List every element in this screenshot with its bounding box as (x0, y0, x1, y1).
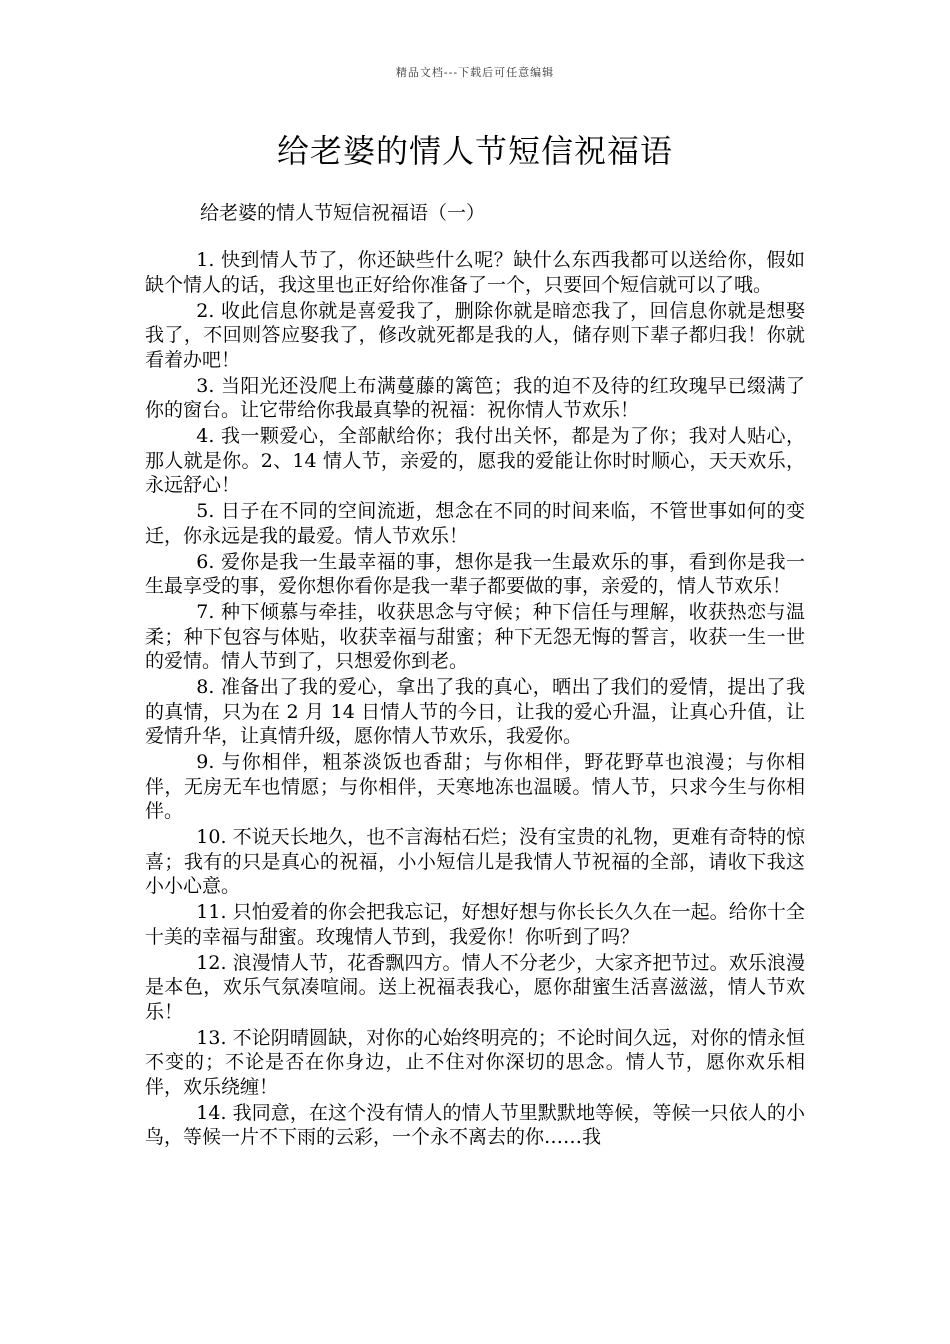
document-title: 给老婆的情人节短信祝福语 (276, 132, 673, 170)
paragraph-9: 9. 与你相伴，粗茶淡饭也香甜；与你相伴，野花野草也浪漫；与你相伴，无房无车也情愿；与你相伴，天寒地冻也温暖。情人节，只求今生与你相伴。 (145, 751, 805, 822)
paragraph-13: 13. 不论阴晴圆缺，对你的心始终明亮的；不论时间久远，对你的情永恒不变的；不论是否在你身边，止不住对你深切的思念。情人节，愿你欢乐相伴，欢乐绕缠！ (145, 1026, 805, 1098)
paragraph-6: 6. 爱你是我一生最幸福的事，想你是我一生最欢乐的事，看到你是我一生最享受的事，爱你想你看你是我一辈子都要做的事，亲爱的，情人节欢乐！ (145, 550, 805, 597)
paragraph-2: 2. 收此信息你就是喜爱我了，删除你就是暗恋我了，回信息你就是想娶我了，不回则答应娶我了，修改就死都是我的人，储存则下辈子都归我！你就看着办吧！ (145, 299, 805, 371)
paragraph-4: 4. 我一颗爱心，全部献给你；我付出关怀，都是为了你；我对人贴心，那人就是你。2、14 情人节，亲爱的，愿我的爱能让你时时顺心，天天欢乐，永远舒心！ (145, 425, 805, 496)
section-subtitle: 给老婆的情人节短信祝福语（一） (200, 202, 486, 224)
paragraph-11: 11. 只怕爱着的你会把我忘记，好想好想与你长长久久在一起。给你十全十美的幸福与甜蜜。玫瑰情人节到，我爱你！你听到了吗？ (145, 901, 805, 948)
header-note: 精品文档---下载后可任意编辑 (395, 66, 555, 79)
document-body (145, 248, 805, 1151)
paragraph-10: 10. 不说天长地久，也不言海枯石烂；没有宝贵的礼物，更难有奇特的惊喜；我有的只是真心的祝福，小小短信儿是我情人节祝福的全部，请收下我这小小心意。 (145, 826, 805, 897)
paragraph-5: 5. 日子在不同的空间流逝，想念在不同的时间来临，不管世事如何的变迁，你永远是我的最爱。情人节欢乐！ (145, 500, 805, 547)
paragraph-3: 3. 当阳光还没爬上布满蔓藤的篱笆；我的迫不及待的红玫瑰早已缀满了你的窗台。让它带给你我最真挚的祝福：祝你情人节欢乐！ (145, 374, 805, 421)
paragraph-14: 14. 我同意，在这个没有情人的情人节里默默地等候，等候一只依人的小鸟，等候一片不下雨的云彩，一个永不离去的你……我 (145, 1101, 805, 1148)
paragraph-12: 12. 浪漫情人节，花香飘四方。情人不分老少，大家齐把节过。欢乐浪漫是本色，欢乐气氛凑喧闹。送上祝福表我心，愿你甜蜜生活喜滋滋，情人节欢乐！ (145, 951, 805, 1023)
paragraph-1: 1. 快到情人节了，你还缺些什么呢？缺什么东西我都可以送给你，假如缺个情人的话，我这里也正好给你准备了一个，只要回个短信就可以了哦。 (145, 249, 805, 296)
paragraph-7: 7. 种下倾慕与牵挂，收获思念与守候；种下信任与理解，收获热恋与温柔；种下包容与体贴，收获幸福与甜蜜；种下无怨无悔的誓言，收获一生一世的爱情。情人节到了，只想爱你到老。 (145, 601, 805, 672)
paragraph-8: 8. 准备出了我的爱心，拿出了我的真心，晒出了我们的爱情，提出了我的真情，只为在 2 月 14 日情人节的今日，让我的爱心升温，让真心升值，让爱情升华，让真情升级，愿你情人节欢乐，我爱你。 (145, 676, 805, 747)
